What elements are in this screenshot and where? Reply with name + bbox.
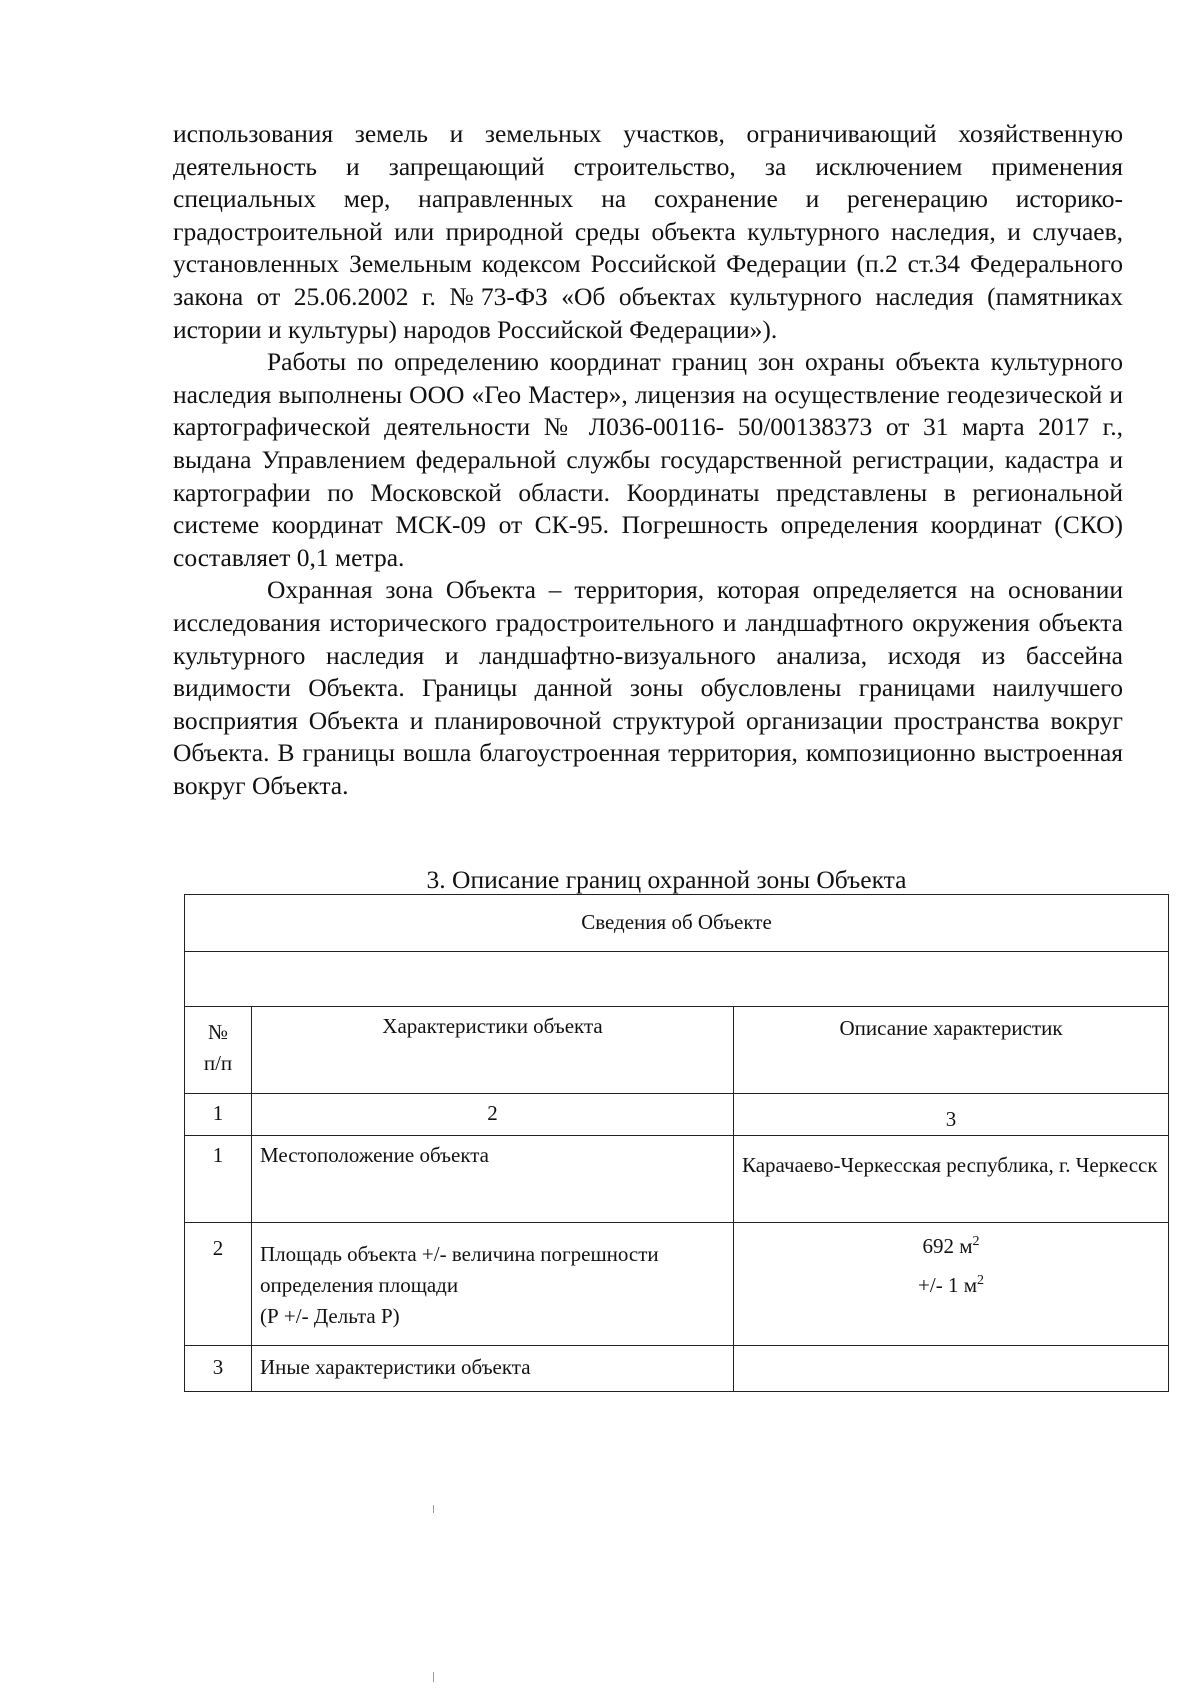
header-characteristic: Характеристики объекта (252, 1007, 734, 1094)
paragraph-land-use: использования земель и земельных участков, ограничивающий хозяйственную деятельность и запрещающий строительство, за исключением применения специальных мер, направленных на сохранение и регенерацию историко-градостроительной или природной среды объекта культурного наследия, и случаев, установленных Земельным кодексом Российской Федерации (п.2 ст.34 Федерального закона от 25.06.2002 г. №73-ФЗ «Об объектах культурного наследия (памятниках истории и культуры) народов Российской Федерации»). (173, 119, 1123, 344)
header-description: Описание характеристик (734, 1007, 1169, 1094)
table-caption-row (185, 895, 1169, 952)
table-caption: Сведения об Объекте (185, 895, 1169, 952)
row-characteristic-line1: Площадь объекта +/- величина погрешности определения площади (260, 1242, 659, 1297)
section-title: 3. Описание границ охранной зоны Объекта (426, 865, 907, 894)
header-num (185, 1007, 252, 1094)
row-description (734, 1346, 1169, 1392)
area-value-main: 692 $м^2$ (922, 1234, 980, 1258)
table-empty-row (185, 952, 1169, 1007)
object-info-table (184, 894, 1169, 1392)
body-text (173, 118, 1123, 802)
scan-speck (433, 1672, 434, 1682)
table-row (185, 1223, 1169, 1346)
row-characteristic-line2: (Р +/- Дельта Р) (260, 1304, 400, 1328)
row-num: 3 (185, 1346, 252, 1392)
row-characteristic: Местоположение объекта (252, 1136, 734, 1223)
paragraph-protection-zone: Охранная зона Объекта – территория, которая определяется на основании исследования исторического градостроительного и ландшафтного окружения объекта культурного наследия и ландшафтно-визуального анализа, исходя из бассейна видимости Объекта. Границы данной зоны обусловлены границами наилучшего восприятия Объекта и планировочной структурой организации пространства вокруг Объекта. В границы вошла благоустроенная территория, композиционно выстроенная вокруг Объекта. (173, 575, 1123, 800)
table-column-numbers-row (185, 1094, 1169, 1136)
row-characteristic (252, 1223, 734, 1346)
column-number-3: 3 (734, 1094, 1169, 1136)
row-characteristic: Иные характеристики объекта (252, 1346, 734, 1392)
column-number-2: 2 (252, 1094, 734, 1136)
table-header-row (185, 1007, 1169, 1094)
row-area-value (734, 1223, 1169, 1346)
row-num: 2 (185, 1223, 252, 1346)
row-num: 1 (185, 1136, 252, 1223)
table-row (185, 1136, 1169, 1223)
row-description: Карачаево-Черкесская республика, г. Черкесск (734, 1136, 1169, 1223)
header-num-line2: п/п (203, 1051, 233, 1075)
table-row (185, 1346, 1169, 1392)
scan-speck (433, 1505, 434, 1513)
paragraph-coordinates-works: Работы по определению координат границ зон охраны объекта культурного наследия выполнены ООО «Гео Мастер», лицензия на осуществление геодезической и картографической деятельности № Л036-00116- 50/00138373 от 31 марта 2017 г., выдана Управлением федеральной службы государственной регистрации, кадастра и картографии по Московской области. Координаты представлены в региональной системе координат МСК-09 от СК-95. Погрешность определения координат (СКО) составляет 0,1 метра. (173, 347, 1123, 572)
header-num-line1: № (207, 1020, 229, 1044)
area-value-error: +/- 1 $м^2$ (918, 1273, 984, 1297)
column-number-1: 1 (185, 1094, 252, 1136)
table-empty-cell (185, 952, 1169, 1007)
